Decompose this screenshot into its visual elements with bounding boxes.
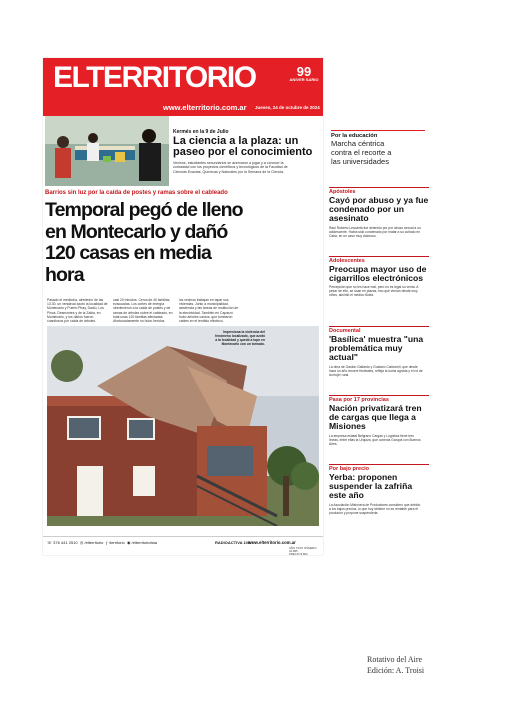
facebook-link[interactable]: /elterritorio [84, 540, 104, 545]
science-fair-photo [45, 116, 169, 186]
photo-caption: Impresiona la violencia del fenómeno localizado, que azotó a la localidad y quedó a tope en Montecarlo con un tornado. [215, 330, 265, 346]
issue-price: PRECIO $ 800 [289, 552, 308, 556]
radio-brand: RADIOACTIVA 100.7 [215, 540, 254, 545]
anniversary-number: 99 [296, 64, 312, 79]
right-story-4-headline: Nación privatizará tren de cargas que llega a Misiones [329, 403, 422, 432]
newspaper-front-page [43, 58, 323, 555]
masthead [43, 58, 323, 116]
anniversary-label: ANIVER SARIO [289, 77, 319, 82]
masthead-website: www.elterritorio.com.ar [163, 103, 247, 112]
issue-info [289, 547, 323, 556]
right-story-4[interactable] [329, 395, 429, 446]
right-story-3-kicker: Documental [329, 326, 429, 334]
masthead-date: Jueves, 24 de octubre de 2024 [255, 105, 320, 110]
right-story-5[interactable] [329, 464, 429, 515]
education-line3: las universidades [331, 157, 389, 166]
instagram-link-icon: ◉ [126, 540, 131, 545]
right-story-2-kicker: Adolescentes [329, 256, 429, 264]
education-line1: Marcha céntrica [331, 139, 385, 148]
right-story-3[interactable] [329, 326, 429, 377]
credit-editor: Edición: A. Troisi [367, 666, 425, 675]
education-box[interactable] [331, 130, 425, 173]
teaser-kicker: Kermés en la 9 de Julio [173, 129, 229, 135]
main-story-body-col3: los vecinos trabajan en tapar sus viviendas. Junto a municipalidad, asistencia y las tareas de restitución de la electricidad. También en Caparzú hubo árboles caídos, que tumbaron cables en el tendido eléctrico. [179, 298, 239, 324]
social-links [47, 540, 157, 545]
teaser-body: Vecinos, estudiantes secundarios se acercaron a jugar y a conocer la curiosidad con los proyectos científicos y tecnológicos de la Facultad de Ciencias Exactas, Químicas y Naturales por la Semana de la Ciencia. [173, 161, 288, 174]
right-story-3-headline: 'Basílica' muestra "una problemática muy actual" [329, 334, 424, 363]
page-footer [43, 536, 323, 556]
right-story-5-headline: Yerba: proponen suspender la zafriña este año [329, 472, 413, 501]
education-line2: contra el recorte a [331, 148, 392, 157]
science-fair-teaser[interactable] [173, 129, 323, 174]
right-story-2-body: Percepción que no les hace mal, pero no es legal su venta. A pesar de ello, se usan en plazas, eso que venían desde muy niños, advirtió el médico Botta. [329, 285, 419, 298]
right-story-1-kicker: Apóstoles [329, 187, 429, 195]
instagram-icon: ◎ [79, 540, 84, 545]
teaser-headline: La ciencia a la plaza: un paseo por el conocimiento [173, 135, 313, 158]
edition-credit [367, 654, 424, 676]
credit-program: Rotativo del Aire [367, 655, 423, 664]
right-story-4-body: La empresa estatal Belgrano Cargas y Logística tiene tres líneas, entre ellas la Urquiza, que conecta Garupá con Buenos Aires. [329, 433, 421, 446]
facebook-icon: ƒ [105, 540, 108, 545]
right-story-4-kicker: Pasa por 17 provincias [329, 395, 429, 403]
right-story-3-body: La obra de Gastón Gallardo y Gustavo Carbonell, que desde hace un año recorre festivales, refleja la lucha agraria y el rol de la mujer rural. [329, 364, 423, 377]
logo-name: TERRITORIO [86, 61, 256, 94]
logo-el: EL [53, 61, 87, 94]
anniversary-badge [289, 66, 319, 92]
instagram-link[interactable]: /elterritoriotiaa [131, 540, 157, 545]
right-story-1-headline: Cayó por abuso y ya fue condenado por un asesinato [329, 195, 429, 224]
whatsapp-icon: ☏ [47, 540, 53, 545]
right-story-5-body: La Asociación Misionera de Productores consideró que debido a los bajos precios, lo que hoy obtiene no es rentable para el productor y propone suspenderla. [329, 502, 421, 515]
main-story-body-col2: casi 20 minutos. Cerca de 40 familias, evacuadas. Los cortes de energía obedecieron a la caída de postes y de ramas de árboles sobre el cableado, en total unas 120 familias afectadas. Afortunadamente no hubo heridos. [113, 298, 173, 324]
twitter-link[interactable]: /territorio [108, 540, 125, 545]
storm-damage-photo [47, 326, 319, 526]
newspaper-logo [53, 63, 256, 93]
education-kicker: Por la educación [331, 133, 378, 139]
right-story-5-kicker: Por bajo precio [329, 464, 429, 472]
right-story-1[interactable] [329, 187, 429, 238]
right-story-2[interactable] [329, 256, 429, 297]
whatsapp-number[interactable]: 376 441 2510 [53, 540, 78, 545]
issue-number: AÑO XXXX NÚMERO 34.985 [289, 546, 317, 553]
footer-website[interactable]: www.elterritorio.com.ar [248, 540, 296, 545]
right-story-1-body: Raúl Roberto Lescantá fue detenido por por abuso sexual a un adolescente. Había sido condenado por matar a su cuñado en Caba, en un caso muy doloroso. [329, 225, 421, 238]
main-story-kicker: Barrios sin luz por la caída de postes y ramas sobre el cableado [45, 190, 228, 196]
main-story-body-col1: Pasado el mediodía, alrededor de las 13.30, un vendaval azotó la localidad de Montecarlo y Puerto Piray, Dadiu, Los Pinos, Desmontes y de la Zaiba, en Montecarlo, y los daños fueron cuantiosos por caída de árboles. [47, 298, 108, 324]
right-story-2-headline: Preocupa mayor uso de cigarrillos electrónicos [329, 264, 427, 284]
main-story-headline[interactable]: Temporal pegó de lleno en Montecarlo y dañó 120 casas en media hora [45, 199, 243, 286]
